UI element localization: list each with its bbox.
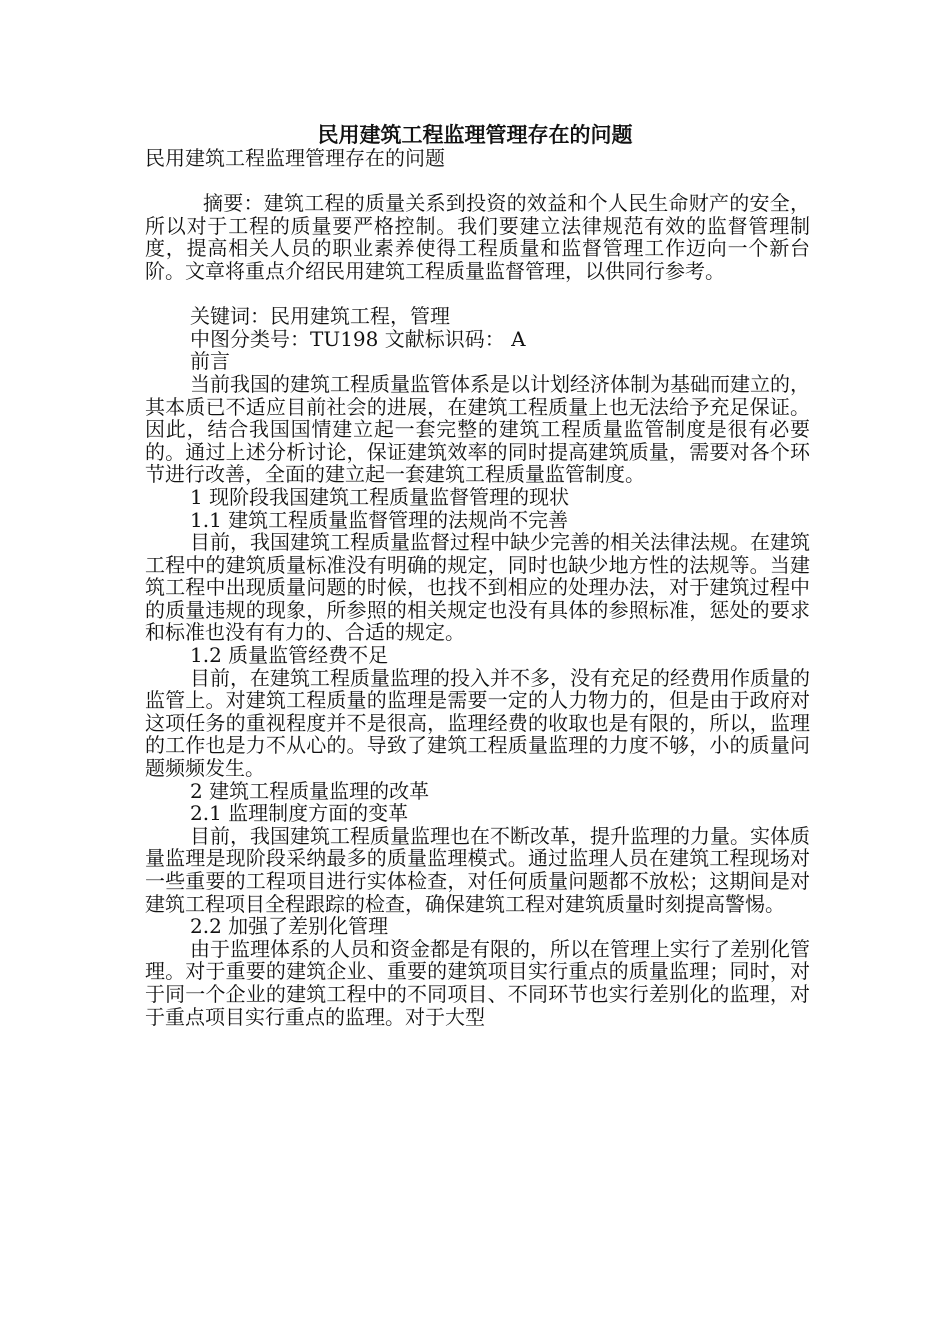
blank-line [145,170,810,193]
section-2-heading: 2 建筑工程质量监理的改革 [190,778,430,803]
document-subtitle: 民用建筑工程监理管理存在的问题 [145,146,445,170]
section-2-2-heading: 2.2 加强了差别化管理 [190,914,389,939]
preface-paragraph: 当前我国的建筑工程质量监管体系是以计划经济体制为基础而建立的，其本质已不适应目前社会的进展，在建筑工程质量上也无法给予充足保证。因此，结合我国国情建立起一套完整的建筑工程质量监管制度是很有必要的。通过上述分析讨论，保证建筑效率的同时提高建筑质量，需要对各个环节进行改善，全面的建立起一套建筑工程质量监管制度。 [145,371,810,487]
section-1-2-heading: 1.2 质量监管经费不足 [190,643,389,668]
section-2-1-paragraph: 目前，我国建筑工程质量监理也在不断改革，提升监理的力量。实体质量监理是现阶段采纳最多的质量监理模式。通过监理人员在建筑工程现场对一些重要的工程项目进行实体检查，对任何质量问题都不放松；这期间是对建筑工程项目全程跟踪的检查，确保建筑工程对建筑质量时刻提高警惕。 [145,823,810,916]
abstract-paragraph: 摘要：建筑工程的质量关系到投资的效益和个人民生命财产的安全，所以对于工程的质量要严格控制。我们要建立法律规范有效的监督管理制度，提高相关人员的职业素养使得工程质量和监督管理工作迈向一个新台阶。文章将重点介绍民用建筑工程质量监督管理，以供同行参考。 [145,191,810,283]
section-1-2-paragraph: 目前，在建筑工程质量监理的投入并不多，没有充足的经费用作质量的监管上。对建筑工程质量的监理是需要一定的人力物力的，但是由于政府对这项任务的重视程度并不是很高，监理经费的收取也是有限的，所以，监理的工作也是力不从心的。导致了建筑工程质量监理的力度不够，小的质量问题频频发生。 [145,665,810,781]
section-1-heading: 1 现阶段我国建筑工程质量监督管理的现状 [190,484,570,509]
keywords-line: 关键词：民用建筑工程，管理 [190,304,450,329]
section-2-2-paragraph: 由于监理体系的人员和资金都是有限的，所以在管理上实行了差别化管理。对于重要的建筑企业、重要的建筑项目实行重点的质量监理；同时，对于同一个企业的建筑工程中的不同项目、不同环节也实行差别化的监理，对于重点项目实行重点的监理。对于大型 [145,936,810,1029]
section-1-1-paragraph: 目前，我国建筑工程质量监督过程中缺少完善的相关法律法规。在建筑工程中的建筑质量标准没有明确的规定，同时也缺少地方性的法规等。当建筑工程中出现质量问题的时候，也找不到相应的处理办法，对于建筑过程中的质量违规的现象，所参照的相关规定也没有具体的参照标准，惩处的要求和标准也没有有力的、合适的规定。 [145,530,810,645]
blank-line [145,283,810,306]
section-1-1-heading: 1.1 建筑工程质量监督管理的法规尚不完善 [190,507,569,532]
section-2-1-heading: 2.1 监理制度方面的变革 [190,801,409,826]
document-body [145,147,810,1028]
classification-line: 中图分类号：TU198 文献标识码： A [190,326,526,351]
preface-heading: 前言 [190,349,230,374]
document-title: 民用建筑工程监理管理存在的问题 [317,122,633,147]
